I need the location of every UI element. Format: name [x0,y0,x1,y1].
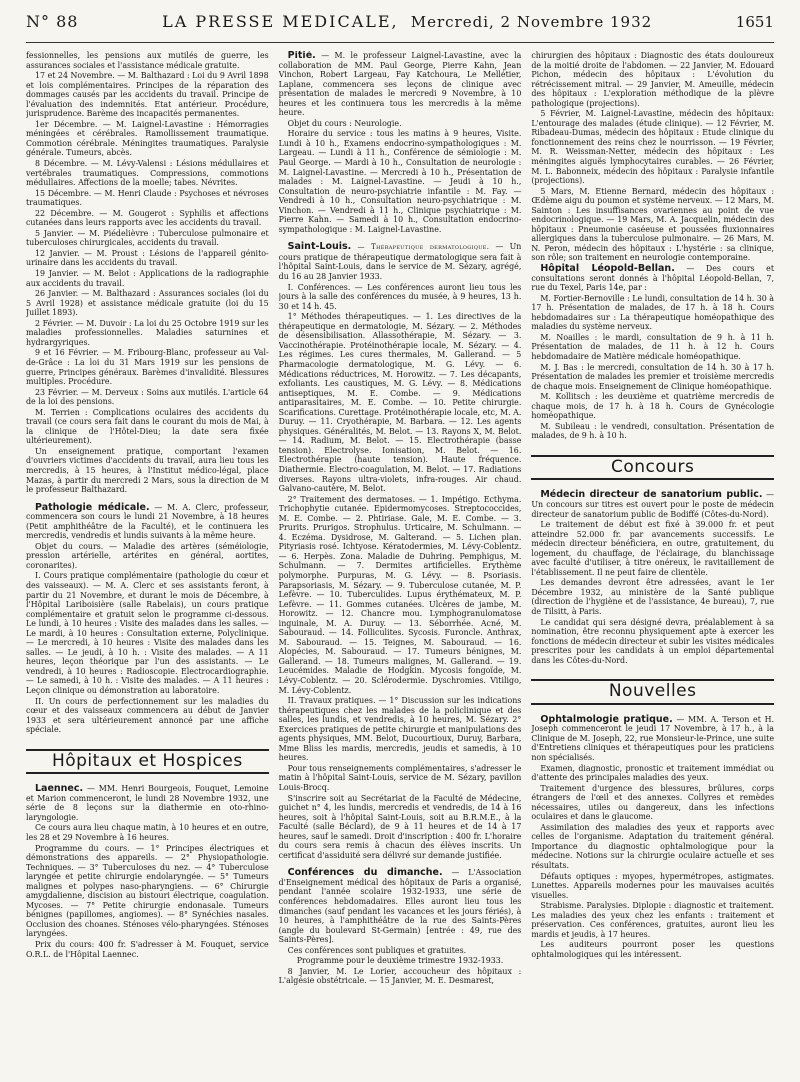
paragraph [279,242,522,281]
paragraph [26,408,269,446]
paragraph-text: 1° Méthodes thérapeutiques. — 1. Les directives de la thérapeutique en dermatologie, M. Sézary. — 2. Méthodes de désensibilisation. Allassothérapie, M. Sézary. — 3. Vaccinothérapie. Protéinothérapie locale, M. Sézary. — 4. Les régimes. Les cures thermales, M. Gallerand. — 5 Pharmacologie dermatologique, M. G. Lévy. — 6. Médications réductrices, M. Horowitz. — 7. Les décapants, exfoliants. Les caustiques, M. G. Lévy. — 8. Médications antiseptiques, M. E. Combe. — 9. Médications antiparasitaires, M. E. Combe. — 10. Petite chirurgie. Scarifications. Curettage. Protéinothérapie locale, etc, M. A. Duruy. — 11. Cryothérapie, M. Barbara. — 12. Les agents physiques. Généralités, M. Belot. — 13. Rayons X, M. Belot. — 14. Radium, M. Belot. — 15. Electrothérapie (basse tension). Electrolyse. Ionisation, M. Belot. — 16. Electrothérapie (haute tension). Haute fréquence. Diathermie. Electro-coagulation, M. Belot. — 17. Radiations diverses. Rayons ultra-violets, infra-rouges. Air chaud. Galvano-cautère, M. Belot. [278,312,522,494]
paragraph [531,264,774,293]
paragraph [26,542,269,571]
paragraph-title: Conférences du dimanche. [287,867,443,879]
issue-date: Mercredi, 2 Novembre 1932 [410,13,653,31]
paragraph-text: M. Terrien : Complications oculaires des accidents du travail (ce cours sera fait dans le courant du mois de Mai, à la clinique de l'Hôtel-Dieu; la date sera fixée ultérieurement). [26,407,269,446]
paragraph [531,901,774,939]
paragraph [26,388,269,407]
paragraph-text: II. Un cours de perfectionnement sur les maladies du cœur et des vaisseaux commencera au début de Janvier 1933 et sera ultérieurement annoncé par une affiche spéciale. [26,696,269,735]
paragraph [279,312,522,493]
paragraph-text: Examen, diagnostic, pronostic et traitement immédiat ou d'attente des principales maladies des yeux. [531,763,775,783]
paragraph-title: Laennec. [35,783,84,795]
paragraph [531,333,774,362]
paragraph-text: Pour tous renseignements complémentaires, s'adresser le matin à l'hôpital Saint-Louis, service de M. Sézary, pavillon Louis-Brocq. [278,763,522,793]
paragraph [26,209,269,228]
paragraph [279,956,522,966]
section-heading-hopitaux: Hôpitaux et Hospices [26,749,269,775]
col3-body [531,51,774,441]
paragraph-text: 5 Janvier. — M. Piédelièvre : Tuberculose pulmonaire et tuberculoses chirurgicales, accidents du travail. [26,228,269,248]
paragraph-text: 22 Décembre. — M. Gougerot : Syphilis et affections cutanées dans leurs rapports avec les accidents du travail. [26,208,269,228]
paragraph-title: Pathologie médicale. [35,501,150,513]
paragraph-text: fessionnelles, les pensions aux mutilés de guerre, les assurances sociales et l'assistance médicale gratuite. [26,51,269,70]
paragraph-text: 12 Janvier. — M. Proust : Lésions de l'appareil génito-urinaire dans les accidents du travail. [26,248,269,268]
paragraph-text: Programme pour le deuxième trimestre 1932-1933. [296,956,504,966]
paragraph-text: 5 Mars, M. Etienne Bernard, médecin des hôpitaux : Œdème aigu du poumon et système nerveux. — 12 Mars, M. Sainton : Les insuffisances ovariennes au point de vue endocrinologique. — 19 Mars, M. A. Jacquelin, médecin des hôpitaux : Pneumonie caséeuse et poussées fluxionnaires allergiques dans la tuberculose pulmonaire. — 26 Mars, M. N. Peron, médecin des hôpitaux : L'hystérie : sa clinique, son rôle; son traitement en neurologie contemporaine. [531,186,775,263]
paragraph [531,520,774,577]
paragraph-text: M. Noailles : le mardi, consultation de 9 h. à 11 h. Présentation de malades, de 11 h. à 12 h. Cours hebdomadaire de Matière médicale homéopathique. [531,332,775,361]
paragraph [279,51,522,118]
paragraph-title: Médecin directeur de sanatorium public. [540,489,763,501]
col2-body [279,51,522,986]
paragraph-text: — MM. Henri Bourgeois, Fouquet, Lemoine et Marion commenceront, le lundi 28 Novembre 1932, une série de 8 leçons sur la diathermie en oto-rhino-laryngologie. [26,784,269,822]
paragraph [279,794,522,861]
paragraph [26,51,269,70]
paragraph [531,294,774,332]
paragraph [531,578,774,616]
paragraph-text: 8 Janvier, M. Le Lorier, accoucheur des hôpitaux : L'algésie obstétricale. — 15 Janvier, M. E. Desmarest, [278,966,522,986]
paragraph [531,764,774,783]
paragraph [531,715,774,763]
paragraph-text: Programme du cours. — 1° Principes électriques et démonstrations des appareils. — 2° Physiopathologie. Techniques. — 3° Tuberculoses du nez. — 4° Tuberculose laryngée et petite chirurgie endolaryngée. — 5° Tumeurs malignes et polypes naso-pharyngiens. — 6° Chirurgie amygdalienne, discision au bistouri électrique, coagulation. Mycoses. — 7° Petite chirurgie endonasale. Tumeurs bénignes (papillomes, angiomes). — 8° Synéchies nasales. Occlusion des choanes. Sténoses vélo-pharyngées. Sténoses laryngées. [26,843,269,939]
paragraph [531,872,774,901]
masthead-line [162,12,652,31]
paragraph [531,940,774,959]
paragraph [26,229,269,248]
paragraph [531,51,774,108]
paragraph [26,269,269,288]
paragraph-text: Strabisme. Paralysies. Diplopie : diagnostic et traitement. Les maladies des yeux chez les enfants : traitement et préservation. Ces conférences, gratuites, auront lieu les mardis et jeudis, à 17 heures. [531,901,775,939]
col1-body [26,51,269,735]
paragraph-text: Objet du cours. — Maladie des artères (séméiologie, pression artérielle, artérites en général, aortites, coronarites). [26,541,269,570]
paragraph [26,844,269,939]
paragraph [26,289,269,318]
paragraph [531,363,774,392]
paragraph [279,967,522,986]
paragraph-text: Le traitement de début est fixé à 39.000 fr. et peut atteindre 52.000 fr. par avancements successifs. Le médecin directeur bénéficiera, en outre, gratuitement, du logement, du chauffage, de l'éclairage, du blanchissage avec faculté d'utiliser, à titre onéreux, le ravitaillement de l'établissement. Il ne peut faire de clientèle. [531,520,775,577]
paragraph [26,159,269,188]
paragraph-text: 19 Janvier. — M. Belot : Applications de la radiographie aux accidents du travail. [26,269,269,288]
column-2 [279,51,522,1081]
paragraph-title: Saint-Louis. [287,241,352,253]
column-1 [26,51,269,1081]
page-number: 1651 [735,13,774,31]
paragraph-text: Ce cours aura lieu chaque matin, à 10 heures et en outre, les 28 et 29 Novembre à 16 heures. [26,823,269,843]
paragraph [26,189,269,208]
paragraph [531,109,774,185]
paragraph [531,490,774,519]
paragraph-text: 9 et 16 Février. — M. Fribourg-Blanc, professeur au Val-de-Grâce : La loi du 31 Mars 1919 sur les pensions de guerre, Principes généraux. Barèmes d'invalidité. Blessures multiples. Procédure. [26,348,269,387]
column-3 [531,51,774,1081]
paragraph-text: 15 Décembre. — M. Henri Claude : Psychoses et névroses traumatiques. [26,188,269,208]
paragraph [531,392,774,421]
paragraph [531,422,774,441]
paragraph-text: I. Conférences. — Les conférences auront lieu tous les jours à la salle des conférences du musée, à 9 heures, 13 h. 30 et 14 h. 45. [278,282,522,311]
paragraph-text: 8 Décembre. — M. Lévy-Valensi : Lésions médullaires et vertébrales traumatiques. Compressions, commotions médullaires. Affections de la moelle; tabes. Névrites. [26,159,269,188]
col3-body-2 [531,490,774,665]
paragraph [531,823,774,871]
paragraph-text: Un enseignement pratique, comportant l'examen d'ouvriers victimes d'accidents du travail, aura lieu tous les mercredis, à 15 heures, à l'Institut médico-légal, place Mazas, à partir du mercredi 2 Mars, sous la direction de M le professeur Balthazard. [26,446,269,495]
paragraph-text: — Un cours pratique de thérapeutique dermatologique sera fait à l'hôpital Saint-Louis, dans le service de M. Sézary, agrégé, du 16 au 28 Janvier 1933. [278,242,522,282]
section-heading-nouvelles: Nouvelles [531,679,774,705]
paragraph [26,249,269,268]
paragraph-text: 5 Février, M. Laignel-Lavastine, médecin des hôpitaux: L'entourage des malades (étude clinique). — 12 Février, M. Ribadeau-Dumas, médecin des hôpitaux : Etude clinique du fonctionnement des reins chez le nourrisson. — 19 Février, M. R. Weissman-Netter, médecin des hôpitaux : Les méningites aiguës lymphocytaires curables. — 26 Février, M. L. Babonneix, médecin des hôpitaux : Paralysie infantile (projections). [531,109,775,186]
paragraph-text: I. Cours pratique complémentaire (pathologie du cœur et des vaisseaux). — M. A. Clerc et ses assistants feront, à partir du 21 Novembre, et durant le mois de Décembre, à l'Hôpital Lariboisière (salle Rabelais), un cours pratique complémentaire et gratuit selon le programme ci-dessous. Le lundi, à 10 heures : Visite des malades dans les salles. — Le mardi, à 10 heures : Consultation externe, Polyclinique. — Le mercredi, à 10 heures : Visite des malades dans les salles. — Le jeudi, à 10 h. : Visite des malades. — A 11 heures, leçon théorique par l'un des assistants. — Le vendredi, à 10 heures : Radioscopie. Electrocardiographie. — Le samedi, à 10 h. : Visite des malades. — A 11 heures : Leçon clinique ou démonstration au laboratoire. [26,571,269,695]
paragraph-text: — MM. A. Terson et H. Joseph commenceront le jeudi 17 Novembre, à 17 h., à la Clinique de M. Joseph, 22, rue Monsieur-le-Prince, une suite d'Entretiens cliniques et thérapeutiques pour les praticiens non spécialisés. [531,714,775,762]
paragraph-text: Horaire du service : tous les matins à 9 heures, Visite. Lundi à 10 h., Examens endocrino-sympathologiques : M. Largeau. — Lundi à 11 h., Conférence de sémiologie : M. Paul George. — Mardi à 10 h., Consultation de neurologie : M. Laignel-Lavastine. — Mercredi à 10 h., Présentation de malades : M. Laignel-Lavastine. — Jeudi à 10 h., Consultation de neuro-psychiatrie infantile : M. Fay. — Vendredi à 10 h., Consultation neuro-psychiatrique : M. Vinchon. — Vendredi à 11 h., Clinique psychiatrique : M. Pierre Kahn. — Samedi à 10 h., Consultation endocrino-sympathologique : M. Laignel-Lavastine. [278,129,522,234]
paragraph-text: Défauts optiques : myopes, hypermétropes, astigmates. Lunettes. Appareils modernes pour les mauvaises acuités visuelles. [531,871,775,900]
paragraph-text: — Un concours sur titres est ouvert pour le poste de médecin directeur de sanatorium public de Bodiffé (Côtes-du-Nord). [531,490,775,519]
paragraph [26,447,269,495]
columns [26,51,774,1081]
paragraph [26,784,269,822]
paragraph [279,868,522,944]
paragraph-text: Les auditeurs pourront poser les questions ophtalmologiques qui les intéressent. [531,940,775,959]
paragraph [279,119,522,129]
paragraph-text: S'inscrire soit au Secrétariat de la Faculté de Médecine, guichet n° 4, les lundis, mercredis et vendredis, de 14 à 16 heures, soit à l'hôpital Saint-Louis, soit au B.R.M.E., à la Faculté (salle Béclard), de 9 à 11 heures et de 14 à 17 heures, sauf le samedi. Droit d'inscription : 400 fr. L'horaire du cours sera remis à chacun des élèves inscrits. Un certificat d'assiduité sera délivré sur demande justifiée. [278,793,522,860]
paragraph-text: 1er Décembre. — M. Laignel-Lavastine : Hémorragies méningées et cérébrales. Ramollissement traumatique. Commotion cérébrale. Méningites traumatiques. Paralysie générale. Tumeurs, abcès. [26,119,269,158]
paragraph-text: Assimilation des maladies des yeux et rapports avec celles de l'organisme. Adaptation du traitement général. Importance du diagnostic ophtalmologique pour la médecine. Notions sur la chirurgie oculaire actuelle et ses résultats. [531,822,775,871]
paragraph-title: Ophtalmologie pratique. [540,713,673,725]
page-header [26,12,774,43]
paragraph-text: chirurgien des hôpitaux : Diagnostic des états douloureux de la moitié droite de l'abdomen. — 22 Janvier, M. Edouard Pichon, médecin des hôpitaux : L'évolution du rétrécissement mitral. — 29 Janvier, M. Ameuille, médecin des hôpitaux : L'exploration méthodique de la plèvre pathologique (projections). [531,51,775,108]
masthead: LA PRESSE MEDICALE, [162,12,399,31]
paragraph-text: — M. A. Clerc, professeur, commencera son cours le lundi 21 Novembre, à 18 heures (Petit amphithéâtre de la Faculté), et le continuera les mercredis, vendredis et lundis suivants à la même heure. [26,502,269,541]
paragraph [26,348,269,386]
paragraph [26,503,269,541]
col3-body-3 [531,715,774,960]
paragraph-text: M. Subileau : le vendredi, consultation. Présentation de malades, de 9 h. à 10 h. [531,421,775,441]
paragraph-text: 2° Traitement des dermatoses. — 1. Impétigo. Ecthyma. Trichophytie cutanée. Epidermomycoses. Streptococcides, M. E. Combe. — 2. Phtiriase. Gale, M. E. Combe. — 3. Prurits. Prurigos. Strophulus. Urticaire, M. Schulmann. — 4. Eczéma. Dysidrose, M. Galterand. — 5. Lichen plan. Pityriasis rosé. Ichtyose. Kératodermies, M. Lévy-Coblentz. — 6. Herpès. Zona. Maladie de Duhring. Pemphigus, M. Schulmann. — 7. Dermites artificielles. Erythème polymorphe. Purpuras, M. G. Lévy. — 8. Psoriasis. Parapsoriasis, M. Sézary. — 9. Tuberculose cutanée, M. P. Lefèvre. — 10. Tuberculides. Lupus érythémateux, M. P. Lefèvre. — 11. Gommes cutanées. Ulcères de jambe, M. Horowitz. — 12. Chancre mou. Lymphogranulomatose inguinale, M. A. Duruy. — 13. Séborrhée. Acné, M. Sabouraud. — 14. Folliculites. Sycosis. Furoncle. Anthrax, M. Sabouraud. — 15. Teignes, M. Sabouraud. — 16. Alopécies, M. Sabouraud. — 17. Tumeurs bénignes, M. Gallerand. — 18. Tumeurs malignes, M. Gallerand. — 19. Leucémides. Maladie de Hodgkin. Mycosis fongoïde, M. Lévy-Coblentz. — 20. Sclérodermie. Dyschromies. Vitiligo, M. Lévy-Coblentz. [278,494,522,695]
paragraph [279,495,522,695]
paragraph-text: M. Kollitsch : les deuxième et quatrième mercredis de chaque mois, de 17 h. à 18 h. Cours de Gynécologie homéopathique. [531,392,775,421]
paragraph [531,187,774,263]
paragraph [26,940,269,959]
paragraph-text: 26 Janvier. — M. Balthazard : Assurances sociales (loi du 5 Avril 1928) et assistance médicale gratuite (loi du 15 Juillet 1893). [26,289,269,318]
paragraph-text: Les demandes devront être adressées, avant le 1er Décembre 1932, au ministère de la Santé publique (direction de l'hygiène et de l'assistance, 4e bureau), 7, rue de Tilsitt, à Paris. [531,578,775,616]
paragraph [279,283,522,312]
paragraph [26,823,269,842]
paragraph-text: 2 Février. — M. Duvoir : La loi du 25 Octobre 1919 sur les maladies professionnelles. Maladies saturnines et hydrargyriques. [26,318,269,347]
paragraph-text: 23 Février. — M. Derveux : Soins aux mutilés. L'article 64 de la loi des pensions. [26,387,269,407]
issue-number: N° 88 [26,12,79,31]
paragraph-text: 17 et 24 Novembre. — M. Balthazard : Loi du 9 Avril 1898 et lois complémentaires. Principes de la réparation des dommages causés par les accidents du travail. Principe de l'évaluation des indemnités. Etat antérieur. Procédure, jurisprudence. Barème des incapacités permanentes. [26,71,269,119]
paragraph [26,319,269,348]
col1-body-2 [26,784,269,959]
paragraph-subtitle: — Thérapeutique dermatologique. [351,243,490,252]
paragraph [279,129,522,234]
section-heading-concours: Concours [531,455,774,481]
paragraph-text: Le candidat qui sera désigné devra, préalablement à sa nomination, être reconnu physiquement apte à exercer les fonctions de médecin directeur et subir les visites médicales prescrites pour les candidats à un emploi départemental dans les Côtes-du-Nord. [531,617,775,665]
paragraph [531,784,774,822]
paragraph [26,697,269,735]
paragraph-text: M. J. Bas : le mercredi, consultation de 14 h. 30 à 17 h. Présentation de malades les premier et troisième mercredis de chaque mois. Enseignement de Clinique homéopathique. [531,362,775,391]
paragraph [279,946,522,956]
paragraph [26,71,269,119]
paragraph-text: — Des cours et consultations seront donnés à l'hôpital Léopold-Bellan, 7, rue du Texel, Paris 14e, par : [531,264,775,293]
paragraph-text: M. Fortier-Bernoville : Le lundi, consultation de 14 h. 30 à 17 h. Présentation de malades, de 17 h. à 18 h. Cours hebdomadaires sur : La thérapeutique homéopathique des maladies du système nerveux. [531,293,775,332]
paragraph-title: Pitié. [287,51,316,61]
paragraph [26,120,269,158]
paragraph-text: Objet du cours : Neurologie. [287,118,402,128]
paragraph-text: Traitement d'urgence des blessures, brûlures, corps étrangers de l'œil et des annexes. Collyres et remèdes nécessaires, utiles ou dangereux, dans les infections oculaires et dans le glaucome. [531,783,775,822]
paragraph-text: Prix du cours: 400 fr. S'adresser à M. Fouquet, service O.R.L. de l'Hôpital Laennec. [26,940,269,959]
paragraph-text: — L'Association d'Enseignement médical des hôpitaux de Paris a organisé, pendant l'année scolaire 1932-1933, une série de conférences hebdomadaires. Elles auront lieu tous les dimanches (sauf pendant les vacances et les jours fériés), à 10 heures, à l'amphithéâtre de la rue des Saints-Pères (angle du boulevard St-Germain) [entrée : 49, rue des Saints-Pères]. [278,868,522,945]
paragraph [279,764,522,793]
paragraph-text: — M. le professeur Laignel-Lavastine, avec la collaboration de MM. Paul George, Pierre Kahn, Jean Vinchon, Robert Largeau, Fay Katchoura, Le Mellétier, Laplane, commencera ses leçons de clinique avec présentation de malades le mercredi 9 Novembre, à 10 heures et les continuera tous les mercredis à la même heure. [278,51,522,118]
paragraph-text: Ces conférences sont publiques et gratuites. [287,945,467,955]
paragraph [531,618,774,666]
paragraph-text: II. Travaux pratiques. — 1° Discussion sur les indications thérapeutiques chez les malades de la policlinique et des salles, les lundis, et vendredis, à 10 heures, M. Sézary. 2° Exercices pratiques de petite chirurgie et manipulations des agents physiques, MM. Belot, Ducourtioux, Duruy, Barbara, Mme Bliss les mardis, mercredis, jeudis et samedis, à 10 heures. [278,696,522,763]
paragraph-title: Hôpital Léopold-Bellan. [540,263,675,275]
paragraph [26,571,269,695]
paragraph [279,696,522,763]
